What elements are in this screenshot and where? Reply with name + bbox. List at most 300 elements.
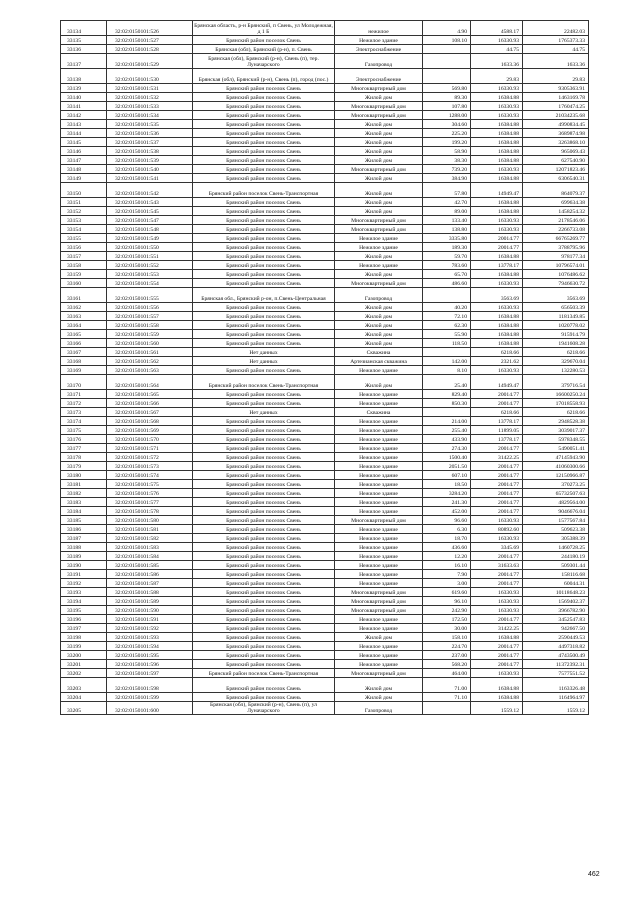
object-type-cell: Жилой дом — [335, 633, 423, 642]
address-cell: Брянский район поселок Свень — [193, 597, 335, 606]
cadastral-number-cell: 32:02:0150101:575 — [107, 480, 193, 489]
cadastral-number-cell: 32:02:0150101:540 — [107, 165, 193, 174]
area-cell: 3284.20 — [423, 489, 471, 498]
area-cell — [423, 45, 471, 54]
address-cell: Брянская область, р-н Брянский, п Свень, ул Молодежная, д 1 Б — [193, 21, 335, 36]
object-type-cell: Жилой дом — [335, 198, 423, 207]
row-number-cell: 33188 — [61, 543, 107, 552]
address-cell: Брянский район поселок Свень — [193, 261, 335, 270]
area-cell: 237.00 — [423, 651, 471, 660]
cadastral-value-cell: 6218.66 — [523, 408, 589, 417]
cadastral-number-cell: 32:02:0150101:532 — [107, 93, 193, 102]
object-type-cell: Газопровод — [335, 702, 423, 715]
table-row — [61, 543, 589, 552]
object-type-cell: Артезианская скважина — [335, 357, 423, 366]
cadastral-number-cell: 32:02:0150101:586 — [107, 570, 193, 579]
table-row — [61, 453, 589, 462]
area-cell: 65.70 — [423, 270, 471, 279]
area-cell — [423, 408, 471, 417]
row-number-cell: 33134 — [61, 21, 107, 36]
table-row — [61, 435, 589, 444]
object-type-cell: Нежилое здание — [335, 471, 423, 480]
object-type-cell: Жилой дом — [335, 207, 423, 216]
cadastral-number-cell: 32:02:0150101:589 — [107, 597, 193, 606]
area-cell: 2051.50 — [423, 462, 471, 471]
table-row — [61, 174, 589, 183]
cadastral-value-cell: 1577567.84 — [523, 516, 589, 525]
row-number-cell: 33164 — [61, 321, 107, 330]
cadastral-number-cell: 32:02:0150101:547 — [107, 216, 193, 225]
object-type-cell: Многоквартирный дом — [335, 279, 423, 288]
table-row — [61, 444, 589, 453]
address-cell: Брянский район поселок Свень — [193, 570, 335, 579]
table-row — [61, 570, 589, 579]
cadastral-number-cell: 32:02:0150101:529 — [107, 54, 193, 69]
cadastral-number-cell: 32:02:0150101:554 — [107, 279, 193, 288]
specific-value-cell: 16330.93 — [471, 588, 523, 597]
address-cell: Брянская (обл), Брянский (р-н), Свень (п), ул Луначарского — [193, 702, 335, 715]
row-number-cell: 33194 — [61, 597, 107, 606]
area-cell: 8.10 — [423, 366, 471, 375]
row-number-cell: 33152 — [61, 207, 107, 216]
object-type-cell: Нежилое здание — [335, 507, 423, 516]
specific-value-cell: 16384.88 — [471, 312, 523, 321]
row-number-cell: 33159 — [61, 270, 107, 279]
row-number-cell: 33158 — [61, 261, 107, 270]
cadastral-value-cell: 305388.39 — [523, 534, 589, 543]
cadastral-value-cell: 4497318.82 — [523, 642, 589, 651]
cadastral-number-cell: 32:02:0150101:597 — [107, 669, 193, 678]
object-type-cell: Электроснабжение — [335, 45, 423, 54]
address-cell: Брянский район поселок Свень — [193, 321, 335, 330]
table-row — [61, 234, 589, 243]
cadastral-number-cell: 32:02:0150101:531 — [107, 84, 193, 93]
object-type-cell: Нежилое здание — [335, 543, 423, 552]
cadastral-number-cell: 32:02:0150101:577 — [107, 498, 193, 507]
object-type-cell: Нежилое здание — [335, 624, 423, 633]
cadastral-value-cell: 3039017.37 — [523, 426, 589, 435]
address-cell: Брянский район поселок Свень — [193, 552, 335, 561]
row-number-cell: 33150 — [61, 183, 107, 198]
object-type-cell: Жилой дом — [335, 312, 423, 321]
table-row — [61, 357, 589, 366]
cadastral-value-cell: 3689874.98 — [523, 129, 589, 138]
object-type-cell: Нежилое здание — [335, 552, 423, 561]
cadastral-value-cell: 2178546.06 — [523, 216, 589, 225]
object-type-cell: Жилой дом — [335, 339, 423, 348]
address-cell: Брянский район поселок Свень — [193, 138, 335, 147]
area-cell: 133.40 — [423, 216, 471, 225]
cadastral-value-cell: 1181349.85 — [523, 312, 589, 321]
cadastral-value-cell: 16600250.24 — [523, 390, 589, 399]
table-row — [61, 669, 589, 678]
object-type-cell: Нежилое здание — [335, 489, 423, 498]
cadastral-value-cell: 509623.38 — [523, 525, 589, 534]
object-type-cell: Скважина — [335, 408, 423, 417]
cadastral-number-cell: 32:02:0150101:536 — [107, 129, 193, 138]
area-cell: 304.60 — [423, 120, 471, 129]
cadastral-value-cell: 22482.03 — [523, 21, 589, 36]
specific-value-cell: 16384.88 — [471, 207, 523, 216]
row-number-cell: 33160 — [61, 279, 107, 288]
table-row — [61, 366, 589, 375]
table-row — [61, 471, 589, 480]
row-number-cell: 33178 — [61, 453, 107, 462]
cadastral-value-cell: 41060300.66 — [523, 462, 589, 471]
specific-value-cell: 16330.93 — [471, 279, 523, 288]
object-type-cell: Многоквартирный дом — [335, 669, 423, 678]
row-number-cell: 33144 — [61, 129, 107, 138]
row-number-cell: 33135 — [61, 36, 107, 45]
object-type-cell: Нежилое здание — [335, 261, 423, 270]
table-row — [61, 252, 589, 261]
cadastral-value-cell: 942667.50 — [523, 624, 589, 633]
address-cell: Нет данных — [193, 357, 335, 366]
specific-value-cell: 16330.93 — [471, 84, 523, 93]
area-cell: 255.40 — [423, 426, 471, 435]
specific-value-cell: 16384.88 — [471, 321, 523, 330]
cadastral-number-cell: 32:02:0150101:566 — [107, 399, 193, 408]
address-cell: Нет данных — [193, 348, 335, 357]
cadastral-value-cell: 1569402.37 — [523, 597, 589, 606]
specific-value-cell: 80892.60 — [471, 525, 523, 534]
table-row — [61, 615, 589, 624]
address-cell: Брянский район поселок Свень — [193, 366, 335, 375]
area-cell: 59.70 — [423, 252, 471, 261]
table-row — [61, 54, 589, 69]
specific-value-cell: 16330.93 — [471, 606, 523, 615]
row-number-cell: 33151 — [61, 198, 107, 207]
specific-value-cell: 16384.88 — [471, 93, 523, 102]
cadastral-number-cell: 32:02:0150101:571 — [107, 444, 193, 453]
row-number-cell: 33137 — [61, 54, 107, 69]
cadastral-value-cell: 2266733.08 — [523, 225, 589, 234]
object-type-cell: Нежилое здание — [335, 390, 423, 399]
row-number-cell: 33172 — [61, 399, 107, 408]
object-type-cell: Многоквартирный дом — [335, 597, 423, 606]
object-type-cell: Нежилое здание — [335, 579, 423, 588]
area-cell: 18.70 — [423, 534, 471, 543]
object-type-cell: Многоквартирный дом — [335, 111, 423, 120]
row-number-cell: 33157 — [61, 252, 107, 261]
area-cell: 55.90 — [423, 330, 471, 339]
specific-value-cell: 20014.77 — [471, 471, 523, 480]
cadastral-number-cell: 32:02:0150101:592 — [107, 624, 193, 633]
object-type-cell: Нежилое здание — [335, 243, 423, 252]
specific-value-cell: 16384.88 — [471, 252, 523, 261]
row-number-cell: 33196 — [61, 615, 107, 624]
cadastral-number-cell: 32:02:0150101:563 — [107, 366, 193, 375]
specific-value-cell: 20014.77 — [471, 579, 523, 588]
specific-value-cell: 16330.93 — [471, 597, 523, 606]
table-row — [61, 102, 589, 111]
address-cell: Брянский район поселок Свень — [193, 390, 335, 399]
area-cell — [423, 702, 471, 715]
area-cell: 241.30 — [423, 498, 471, 507]
object-type-cell: Нежилое здание — [335, 615, 423, 624]
address-cell: Брянский район поселок Свень — [193, 561, 335, 570]
object-type-cell: Скважина — [335, 348, 423, 357]
address-cell: Брянская обл., Брянский р-он, п.Свень-Центральная — [193, 288, 335, 303]
address-cell: Брянский район поселок Свень — [193, 426, 335, 435]
cadastral-value-cell: 12150966.87 — [523, 471, 589, 480]
cadastral-value-cell: 1760474.25 — [523, 102, 589, 111]
row-number-cell: 33198 — [61, 633, 107, 642]
object-type-cell: Жилой дом — [335, 138, 423, 147]
cadastral-number-cell: 32:02:0150101:594 — [107, 642, 193, 651]
cadastral-value-cell: 3788795.96 — [523, 243, 589, 252]
cadastral-value-cell: 9046676.04 — [523, 507, 589, 516]
cadastral-value-cell: 3966782.90 — [523, 606, 589, 615]
row-number-cell: 33191 — [61, 570, 107, 579]
table-row — [61, 339, 589, 348]
cadastral-number-cell: 32:02:0150101:535 — [107, 120, 193, 129]
table-row — [61, 288, 589, 303]
object-type-cell: Нежилое здание — [335, 498, 423, 507]
area-cell — [423, 348, 471, 357]
cadastral-number-cell: 32:02:0150101:567 — [107, 408, 193, 417]
specific-value-cell: 31422.25 — [471, 624, 523, 633]
cadastral-value-cell: 509301.44 — [523, 561, 589, 570]
object-type-cell: нежилое — [335, 21, 423, 36]
address-cell: Брянский район поселок Свень-Транспортная — [193, 183, 335, 198]
cadastral-value-cell: 11372392.31 — [523, 660, 589, 669]
object-type-cell: Нежилое здание — [335, 417, 423, 426]
address-cell: Брянский район поселок Свень — [193, 129, 335, 138]
cadastral-number-cell: 32:02:0150101:557 — [107, 312, 193, 321]
cadastral-value-cell: 17018558.93 — [523, 399, 589, 408]
specific-value-cell: 29.83 — [471, 69, 523, 84]
object-type-cell: Газопровод — [335, 288, 423, 303]
table-row — [61, 156, 589, 165]
cadastral-value-cell: 699634.38 — [523, 198, 589, 207]
row-number-cell: 33140 — [61, 93, 107, 102]
cadastral-number-cell: 32:02:0150101:556 — [107, 303, 193, 312]
row-number-cell: 33161 — [61, 288, 107, 303]
object-type-cell: Нежилое здание — [335, 660, 423, 669]
object-type-cell: Жилой дом — [335, 129, 423, 138]
row-number-cell: 33174 — [61, 417, 107, 426]
cadastral-value-cell: 6218.66 — [523, 348, 589, 357]
address-cell: Брянский район поселок Свень — [193, 444, 335, 453]
area-cell: 72.10 — [423, 312, 471, 321]
address-cell: Брянский район поселок Свень — [193, 147, 335, 156]
cadastral-value-cell: 2948528.38 — [523, 417, 589, 426]
address-cell: Брянский район поселок Свень — [193, 207, 335, 216]
cadastral-value-cell: 66765269.77 — [523, 234, 589, 243]
cadastral-value-cell: 379716.54 — [523, 375, 589, 390]
specific-value-cell: 16330.93 — [471, 516, 523, 525]
row-number-cell: 33148 — [61, 165, 107, 174]
address-cell: Брянский район поселок Свень-Транспортная — [193, 669, 335, 678]
table-row — [61, 198, 589, 207]
object-type-cell: Жилой дом — [335, 270, 423, 279]
cadastral-number-cell: 32:02:0150101:528 — [107, 45, 193, 54]
area-cell: 1500.40 — [423, 453, 471, 462]
specific-value-cell: 20014.77 — [471, 480, 523, 489]
row-number-cell: 33203 — [61, 678, 107, 693]
table-row — [61, 693, 589, 702]
row-number-cell: 33189 — [61, 552, 107, 561]
address-cell: Брянский район поселок Свень — [193, 489, 335, 498]
object-type-cell: Электроснабжение — [335, 69, 423, 84]
area-cell: 829.40 — [423, 390, 471, 399]
row-number-cell: 33205 — [61, 702, 107, 715]
specific-value-cell: 31633.63 — [471, 561, 523, 570]
table-row — [61, 408, 589, 417]
table-row — [61, 489, 589, 498]
address-cell: Брянский район поселок Свень — [193, 399, 335, 408]
specific-value-cell: 16330.93 — [471, 669, 523, 678]
object-type-cell: Жилой дом — [335, 174, 423, 183]
table-row — [61, 183, 589, 198]
cadastral-value-cell: 21034235.68 — [523, 111, 589, 120]
address-cell: Брянский район поселок Свень — [193, 198, 335, 207]
row-number-cell: 33182 — [61, 489, 107, 498]
address-cell: Брянский район поселок Свень — [193, 216, 335, 225]
row-number-cell: 33165 — [61, 330, 107, 339]
area-cell — [423, 288, 471, 303]
row-number-cell: 33155 — [61, 234, 107, 243]
area-cell: 433.90 — [423, 435, 471, 444]
table-row — [61, 348, 589, 357]
cadastral-value-cell: 1941608.28 — [523, 339, 589, 348]
cadastral-number-cell: 32:02:0150101:591 — [107, 615, 193, 624]
cadastral-value-cell: 244180.19 — [523, 552, 589, 561]
cadastral-number-cell: 32:02:0150101:543 — [107, 198, 193, 207]
cadastral-value-cell: 44.75 — [523, 45, 589, 54]
object-type-cell: Многоквартирный дом — [335, 216, 423, 225]
cadastral-number-cell: 32:02:0150101:538 — [107, 147, 193, 156]
object-type-cell: Многоквартирный дом — [335, 225, 423, 234]
table-row — [61, 525, 589, 534]
cadastral-value-cell: 7946630.72 — [523, 279, 589, 288]
cadastral-number-cell: 32:02:0150101:583 — [107, 543, 193, 552]
area-cell: 4.90 — [423, 21, 471, 36]
area-cell: 850.30 — [423, 399, 471, 408]
specific-value-cell: 16384.88 — [471, 270, 523, 279]
cadastral-value-cell: 864079.37 — [523, 183, 589, 198]
specific-value-cell: 13778.17 — [471, 417, 523, 426]
area-cell: 6.30 — [423, 525, 471, 534]
specific-value-cell: 4588.17 — [471, 21, 523, 36]
address-cell: Брянский район поселок Свень — [193, 507, 335, 516]
table-row — [61, 216, 589, 225]
address-cell: Брянский район поселок Свень — [193, 111, 335, 120]
table-row — [61, 660, 589, 669]
area-cell: 71.10 — [423, 693, 471, 702]
row-number-cell: 33163 — [61, 312, 107, 321]
row-number-cell: 33193 — [61, 588, 107, 597]
object-type-cell: Нежилое здание — [335, 480, 423, 489]
cadastral-number-cell: 32:02:0150101:542 — [107, 183, 193, 198]
address-cell: Брянский район поселок Свень — [193, 312, 335, 321]
row-number-cell: 33179 — [61, 462, 107, 471]
cadastral-number-cell: 32:02:0150101:590 — [107, 606, 193, 615]
table-row — [61, 597, 589, 606]
cadastral-value-cell: 10118648.23 — [523, 588, 589, 597]
cadastral-value-cell: 1633.36 — [523, 54, 589, 69]
cadastral-value-cell: 3563.69 — [523, 288, 589, 303]
table-row — [61, 417, 589, 426]
object-type-cell: Нежилое здание — [335, 435, 423, 444]
area-cell: 783.60 — [423, 261, 471, 270]
object-type-cell: Многоквартирный дом — [335, 165, 423, 174]
area-cell: 18.50 — [423, 480, 471, 489]
cadastral-number-cell: 32:02:0150101:588 — [107, 588, 193, 597]
object-type-cell: Многоквартирный дом — [335, 588, 423, 597]
address-cell: Брянский район поселок Свень — [193, 543, 335, 552]
cadastral-value-cell: 370273.25 — [523, 480, 589, 489]
area-cell: 619.60 — [423, 588, 471, 597]
address-cell: Брянская (обл), Брянский (р-н), Свень (п), тер. Луначарского — [193, 54, 335, 69]
object-type-cell: Жилой дом — [335, 678, 423, 693]
area-cell: 384.90 — [423, 174, 471, 183]
row-number-cell: 33171 — [61, 390, 107, 399]
cadastral-value-cell: 656503.39 — [523, 303, 589, 312]
row-number-cell: 33173 — [61, 408, 107, 417]
specific-value-cell: 20014.77 — [471, 399, 523, 408]
row-number-cell: 33197 — [61, 624, 107, 633]
object-type-cell: Нежилое здание — [335, 642, 423, 651]
area-cell: 739.20 — [423, 165, 471, 174]
address-cell: Брянский район поселок Свень — [193, 516, 335, 525]
table-row — [61, 426, 589, 435]
row-number-cell: 33177 — [61, 444, 107, 453]
cadastral-value-cell: 965069.43 — [523, 147, 589, 156]
table-row — [61, 147, 589, 156]
row-number-cell: 33183 — [61, 498, 107, 507]
area-cell: 225.20 — [423, 129, 471, 138]
address-cell: Нет данных — [193, 408, 335, 417]
cadastral-number-cell: 32:02:0150101:585 — [107, 561, 193, 570]
cadastral-number-cell: 32:02:0150101:587 — [107, 579, 193, 588]
row-number-cell: 33181 — [61, 480, 107, 489]
table-row — [61, 375, 589, 390]
address-cell: Брянский район поселок Свень — [193, 480, 335, 489]
table-row — [61, 651, 589, 660]
specific-value-cell: 16384.88 — [471, 693, 523, 702]
area-cell: 16.10 — [423, 561, 471, 570]
cadastral-number-cell: 32:02:0150101:526 — [107, 21, 193, 36]
cadastral-value-cell: 915914.79 — [523, 330, 589, 339]
cadastral-value-cell: 1559.12 — [523, 702, 589, 715]
row-number-cell: 33195 — [61, 606, 107, 615]
row-number-cell: 33201 — [61, 660, 107, 669]
registry-table-body — [61, 21, 589, 715]
area-cell: 62.30 — [423, 321, 471, 330]
cadastral-number-cell: 32:02:0150101:555 — [107, 288, 193, 303]
object-type-cell: Нежилое здание — [335, 36, 423, 45]
cadastral-value-cell: 627540.90 — [523, 156, 589, 165]
cadastral-number-cell: 32:02:0150101:541 — [107, 174, 193, 183]
table-row — [61, 270, 589, 279]
address-cell: Брянский район поселок Свень — [193, 417, 335, 426]
specific-value-cell: 20014.77 — [471, 498, 523, 507]
cadastral-value-cell: 132280.53 — [523, 366, 589, 375]
address-cell: Брянский район поселок Свень — [193, 588, 335, 597]
cadastral-number-cell: 32:02:0150101:596 — [107, 660, 193, 669]
address-cell: Брянский район поселок Свень — [193, 633, 335, 642]
object-type-cell: Нежилое здание — [335, 561, 423, 570]
specific-value-cell: 20014.77 — [471, 243, 523, 252]
cadastral-number-cell: 32:02:0150101:551 — [107, 252, 193, 261]
specific-value-cell: 3345.69 — [471, 543, 523, 552]
specific-value-cell: 16384.88 — [471, 138, 523, 147]
area-cell: 57.80 — [423, 183, 471, 198]
cadastral-number-cell: 32:02:0150101:533 — [107, 102, 193, 111]
row-number-cell: 33168 — [61, 357, 107, 366]
